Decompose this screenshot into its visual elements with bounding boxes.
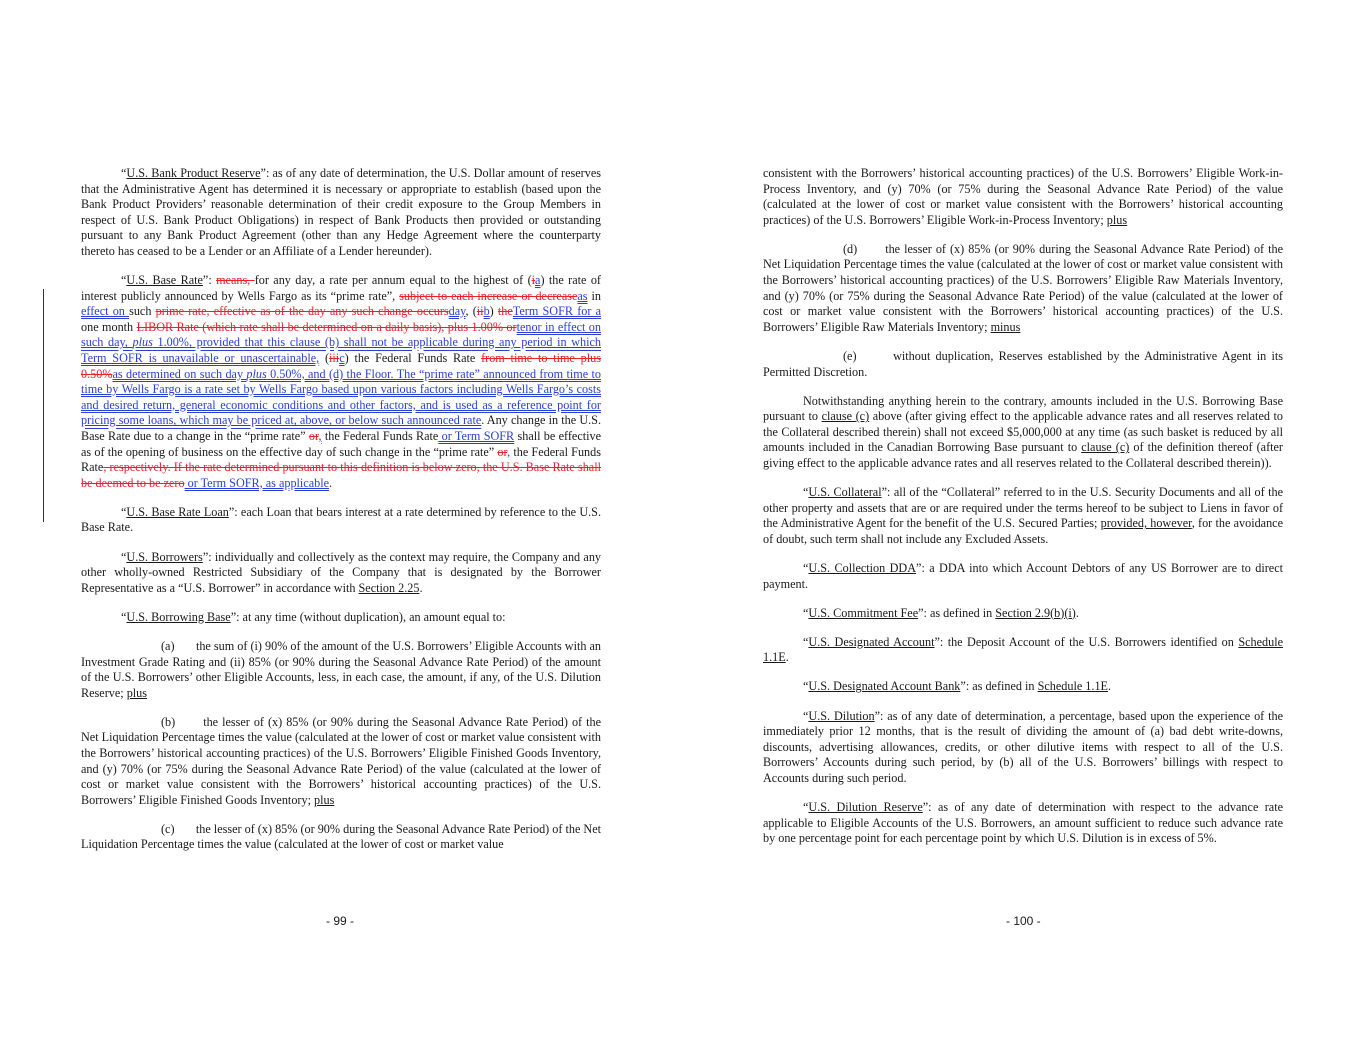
clause-c: (c) the lesser of (x) 85% (or 90% during the Seasonal Advance Rate Period) of the Net Liquidation Percentage times the value (calculated at the lower of cost or market value <box>81 821 602 852</box>
notwithstanding-paragraph: Notwithstanding anything herein to the contrary, amounts included in the U.S. Borrowing Base pursuant to clause (c) above (after giving effect to the applicable advance rates and all reserves related to the Collateral described therein) shall not exceed $5,000,000 at any time (as such basket is reduced by all amounts included in the Canadian Borrowing Base pursuant to clause (c) of the definition thereof (after giving effect to the applicable advance rates and all reserves related to the Collateral described therein)). <box>763 393 1283 470</box>
deleted-text: iii <box>329 351 340 366</box>
section-reference: Section 2.25 <box>358 580 420 595</box>
inserted-text: a <box>535 273 541 288</box>
page-100 <box>763 166 1283 860</box>
defined-term: U.S. Base Rate <box>126 273 203 288</box>
schedule-reference: Schedule 1.1E <box>763 634 1283 665</box>
defined-term: U.S. Commitment Fee <box>808 605 919 620</box>
defined-term: U.S. Bank Product Reserve <box>126 166 261 180</box>
inserted-text: effect on <box>81 304 130 319</box>
deleted-text: subject to each increase or decrease <box>399 288 578 303</box>
clause-e: (e) without duplication, Reserves established by the Administrative Agent in its Permitted Discretion. <box>763 348 1283 379</box>
defined-term: U.S. Dilution <box>808 708 875 723</box>
inserted-text: as determined on such day <box>112 366 247 381</box>
deleted-text: LIBOR Rate (which rate shall be determined on a daily basis), plus 1.00% or <box>136 319 517 334</box>
definition-borrowers: “U.S. Borrowers”: individually and collectively as the context may require, the Company and any other wholly-owned Restricted Subsidiary of the Company that is designated by the Borrower Representative as a “U.S. Borrower” in accordance with Section 2.25. <box>81 549 602 595</box>
inserted-text: Term SOFR for a <box>512 304 602 319</box>
section-reference: Section 2.9(b)(i) <box>995 605 1076 620</box>
inserted-text: c <box>339 351 345 366</box>
clause-a: (a) the sum of (i) 90% of the amount of the U.S. Borrowers’ Eligible Accounts with an Investment Grade Rating and (ii) 85% (or 90% during the Seasonal Advance Rate Period) of the amount of the U.S. Borrowers’ other Eligible Accounts, less, in each case, the amount, if any, of the U.S. Dilution Reserve; plus <box>81 638 602 700</box>
definition-base-rate-loan: “U.S. Base Rate Loan”: each Loan that bears interest at a rate determined by reference to the U.S. Base Rate. <box>81 504 601 535</box>
clause-c-continued: consistent with the Borrowers’ historical accounting practices) of the U.S. Borrowers’ Eligible Work-in-Process Inventory, and (y) 70% (or 75% during the Seasonal Advance Rate Period) of the value (calculated at the lower of cost or market value consistent with the Borrowers’ historical accounting practices) of the U.S. Borrowers’ Eligible Work-in-Process Inventory; plus <box>763 166 1283 227</box>
inserted-text: , <box>507 444 511 459</box>
inserted-text: plus <box>246 366 267 381</box>
schedule-reference: Schedule 1.1E <box>1037 679 1108 694</box>
page-number: - 100 - <box>1006 914 1041 928</box>
inserted-text: b <box>483 304 490 319</box>
deleted-text: or <box>308 429 319 443</box>
deleted-text: , respectively. If the rate determined pursuant to this definition is below zero, the U.S. Base Rate shall be deemed to be zero <box>81 460 601 490</box>
clause-reference: clause (c) <box>821 409 870 424</box>
clause-reference: clause (c) <box>1081 440 1130 455</box>
defined-term: U.S. Borrowers <box>126 549 203 564</box>
page-99 <box>81 166 601 867</box>
inserted-text: as <box>577 288 588 303</box>
deleted-text: i <box>531 273 536 288</box>
inserted-text: 0.50%, and (d) the Floor. The “prime rate” announced from time to time by Wells Fargo is a rate set by Wells Fargo based upon various factors including Wells Fargo’s costs and desired return, general economic conditions and other factors, and is used as a reference point for pricing some loans, which may be priced at, above, or below such announced rate <box>81 366 601 428</box>
definition-borrowing-base: “U.S. Borrowing Base”: at any time (without duplication), an amount equal to: <box>121 609 506 624</box>
definition-collateral: “U.S. Collateral”: all of the “Collateral” referred to in the U.S. Security Documents and all of the other property and assets that are or are required under the terms hereof to be subject to Liens in favor of the Administrative Agent for the benefit of the U.S. Secured Parties; provided, however, for the avoidance of doubt, such term shall not include any Excluded Assets. <box>763 485 1284 546</box>
definition-designated-account-bank: “U.S. Designated Account Bank”: as defined in Schedule 1.1E. <box>803 679 1112 694</box>
clause-d: (d) the lesser of (x) 85% (or 90% during the Seasonal Advance Rate Period) of the Net Liquidation Percentage times the value (calculated at the lower of cost or market value consistent with the Borrowers’ historical accounting practices) of the U.S. Borrowers’ Eligible Raw Materials Inventory, and (y) 70% (or 75% during the Seasonal Advance Rate Period) of the value (calculated at the lower of cost or market value consistent with the Borrowers’ historical accounting practices) of the U.S. Borrowers’ Eligible Raw Materials Inventory; minus <box>763 241 1283 334</box>
defined-term: U.S. Base Rate Loan <box>126 504 229 519</box>
deleted-text: means, <box>216 273 255 288</box>
definition-dilution: “U.S. Dilution”: as of any date of determination, a percentage, based upon the experience of the immediately prior 12 months, that is the result of dividing the amount of (a) bad debt write-downs, discounts, advertising allowances, credits, or other dilutive items with respect to all of the U.S. Borrowers’ Accounts during such period, by (b) all of the U.S. Borrowers’ billings with respect to Accounts during such period. <box>763 708 1284 785</box>
inserted-text: or Term SOFR, as applicable <box>184 475 330 490</box>
definition-designated-account: “U.S. Designated Account”: the Deposit Account of the U.S. Borrowers identified on Schedule 1.1E. <box>763 634 1283 665</box>
defined-term: U.S. Borrowing Base <box>126 609 231 624</box>
inserted-text: 1.00%, provided that this clause (b) shall not be applicable during any period in which Term SOFR is unavailable or unascertainable, <box>81 335 601 366</box>
inserted-text: plus <box>132 335 153 350</box>
defined-term: U.S. Collateral <box>808 485 882 500</box>
definition-base-rate: “U.S. Base Rate”: means, for any day, a rate per annum equal to the highest of (ia) the rate of interest publicly announced by Wells Fargo as its “prime rate”, subject to each increase or decreaseas in effect on such prime rate, effective as of the day any such change occursday, (iib) theTerm SOFR for a one month LIBOR Rate (which rate shall be determined on a daily basis), plus 1.00% ortenor in effect on such day, plus 1.00%, provided that this clause (b) shall not be applicable during any period in which Term SOFR is unavailable or unascertainable, (iiic) the Federal Funds Rate from time to time plus 0.50%as determined on such day plus 0.50%, and (d) the Floor. The “prime rate” announced from time to time by Wells Fargo is a rate set by Wells Fargo based upon various factors including Wells Fargo’s costs and desired return, general economic conditions and other factors, and is used as a reference point for pricing some loans, which may be priced at, above, or below such announced rate. Any change in the U.S. Base Rate due to a change in the “prime rate” or, the Federal Funds Rate or Term SOFR shall be effective as of the opening of business on the effective day of such change in the “prime rate” or, the Federal Funds Rate, respectively. If the rate determined pursuant to this definition is below zero, the U.S. Base Rate shall be deemed to be zero or Term SOFR, as applicable. <box>81 273 602 490</box>
inserted-text: day <box>448 304 466 319</box>
clause-b: (b) the lesser of (x) 85% (or 90% during the Seasonal Advance Rate Period) of the Net Liquidation Percentage times the value (calculated at the lower of cost or market value consistent with the Borrowers’ historical accounting practices) of the U.S. Borrowers’ Eligible Finished Goods Inventory, and (y) 70% (or 75% during the Seasonal Advance Rate Period) of the value (calculated at the lower of cost or market value consistent with the Borrowers’ historical accounting practices) of the U.S. Borrowers’ Eligible Finished Goods Inventory; plus <box>81 714 601 807</box>
deleted-text: or <box>497 444 508 459</box>
definition-dilution-reserve: “U.S. Dilution Reserve”: as of any date of determination with respect to the advance rate applicable to Eligible Accounts of the U.S. Borrowers, an amount sufficient to reduce such advance rate by one percentage point for each percentage point by which U.S. Dilution is in excess of 5%. <box>763 800 1284 846</box>
page-number: - 99 - <box>326 914 355 928</box>
definition-commitment-fee: “U.S. Commitment Fee”: as defined in Section 2.9(b)(i). <box>803 605 1079 620</box>
inserted-text: tenor in effect on such day, <box>81 319 601 350</box>
revision-change-bar <box>43 289 44 522</box>
deleted-text: ii <box>476 304 484 319</box>
defined-term: U.S. Dilution Reserve <box>808 800 923 814</box>
deleted-text: the <box>497 304 513 319</box>
defined-term: U.S. Designated Account Bank <box>808 679 961 694</box>
deleted-text: from time to time plus 0.50% <box>81 351 601 381</box>
definition-bank-product-reserve: “U.S. Bank Product Reserve”: as of any date of determination, the U.S. Dollar amount of reserves that the Administrative Agent has determined it is necessary or appropriate to establish (based upon the Bank Product Providers’ reasonable determination of their credit exposure to the Group Members in respect of U.S. Bank Product Obligations) in respect of Bank Products then provided or outstanding pursuant to any Bank Product Agreement (other than any Hedge Agreement where the counterparty thereto has ceased to be a Lender or an Affiliate of a Lender hereunder). <box>81 166 601 258</box>
definition-collection-dda: “U.S. Collection DDA”: a DDA into which Account Debtors of any US Borrower are to direct payment. <box>763 560 1284 591</box>
defined-term: U.S. Designated Account <box>808 634 935 649</box>
defined-term: U.S. Collection DDA <box>808 560 917 575</box>
inserted-text: , <box>318 429 322 443</box>
inserted-text: or Term SOFR <box>438 429 515 443</box>
deleted-text: prime rate, effective as of the day any such change occurs <box>155 304 449 319</box>
